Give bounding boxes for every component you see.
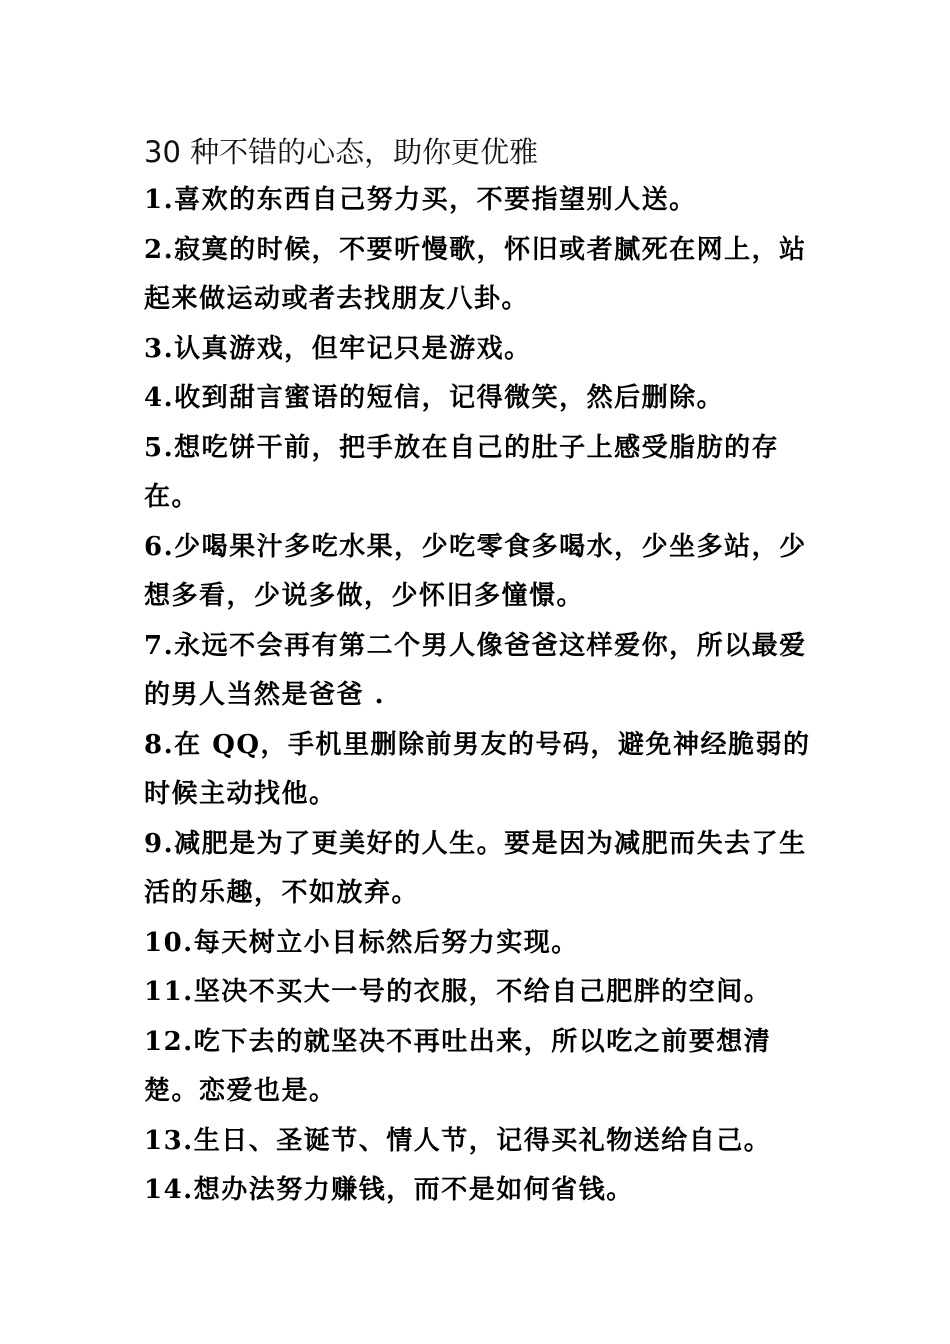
list-item: 9.减肥是为了更美好的人生。要是因为减肥而失去了生活的乐趣，不如放弃。 <box>144 828 807 908</box>
document-content <box>144 128 814 1216</box>
list-item: 4.收到甜言蜜语的短信，记得微笑，然后删除。 <box>144 383 725 413</box>
list-item: 12.吃下去的就坚决不再吐出来，所以吃之前要想清楚。恋爱也是。 <box>144 1026 772 1106</box>
list-item: 3.认真游戏，但牢记只是游戏。 <box>144 333 532 364</box>
list-item: 7.永远不会再有第二个男人像爸爸这样爱你，所以最爱的男人当然是爸爸 . <box>144 630 807 710</box>
list-item: 8.在 QQ，手机里删除前男友的号码，避免神经脆弱的时候主动找他。 <box>144 729 811 809</box>
list-item: 2.寂寞的时候，不要听慢歌，怀旧或者腻死在网上，站起来做运动或者去找朋友八卦。 <box>144 234 807 314</box>
list-item: 14.想办法努力赚钱，而不是如何省钱。 <box>144 1175 634 1205</box>
list-item: 10.每天树立小目标然后努力实现。 <box>144 927 579 958</box>
list-item: 1.喜欢的东西自己努力买，不要指望别人送。 <box>144 185 697 215</box>
list-item: 13.生日、圣诞节、情人节，记得买礼物送给自己。 <box>144 1125 772 1156</box>
list-item: 11.坚决不买大一号的衣服，不给自己肥胖的空间。 <box>144 977 772 1007</box>
list-item: 6.少喝果汁多吃水果，少吃零食多喝水，少坐多站，少想多看，少说多做，少怀旧多憧憬。 <box>144 531 807 611</box>
document-title: 30 种不错的心态，助你更优雅 <box>144 135 539 169</box>
list-item: 5.想吃饼干前，把手放在自己的肚子上感受脂肪的存在。 <box>144 432 780 512</box>
